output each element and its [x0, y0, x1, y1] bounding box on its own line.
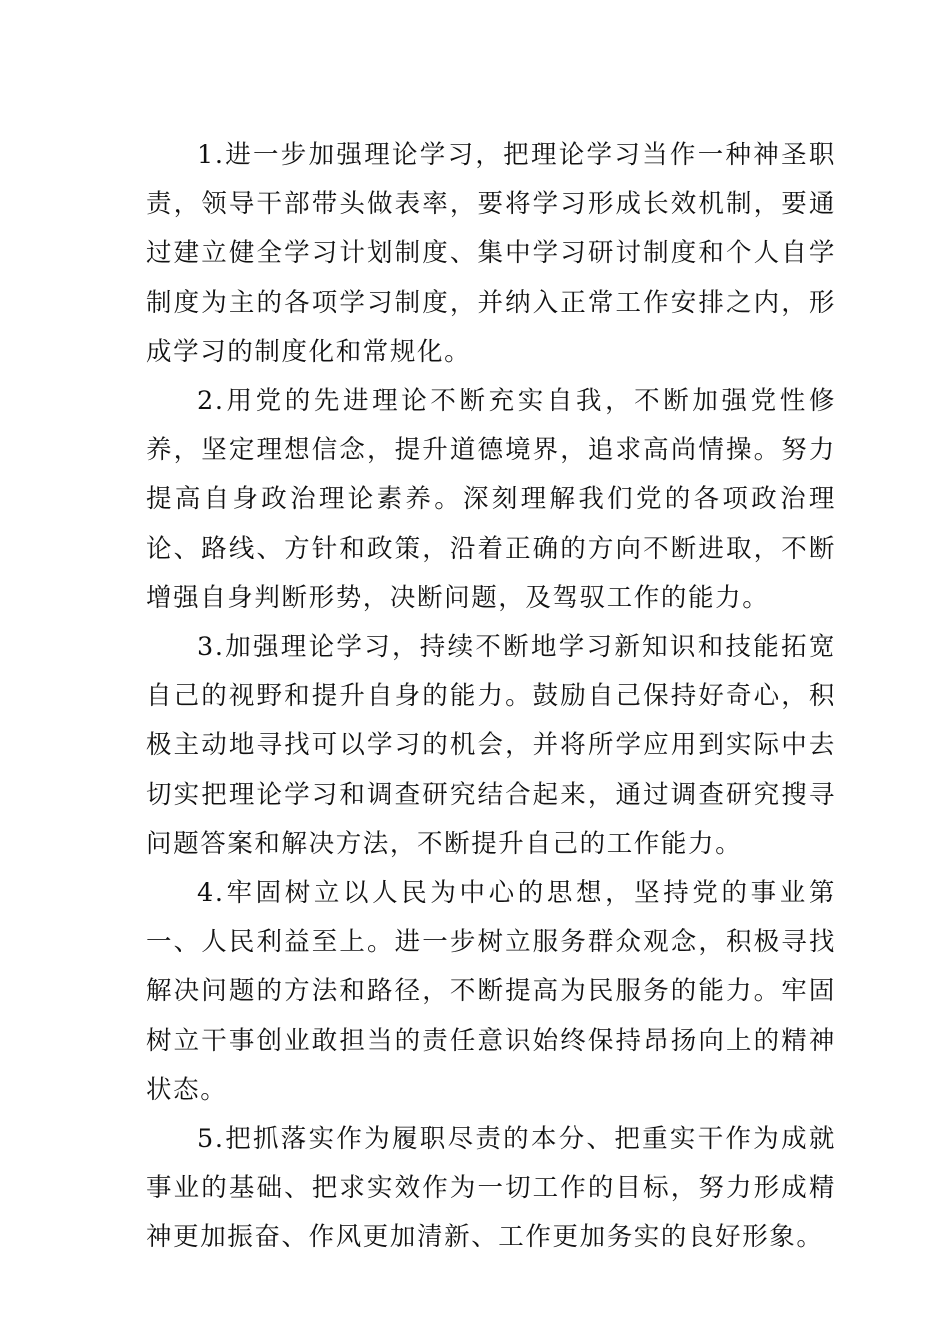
paragraph-3: 3.加强理论学习，持续不断地学习新知识和技能拓宽自己的视野和提升自身的能力。鼓励自己保持好奇心，积极主动地寻找可以学习的机会，并将所学应用到实际中去切实把理论学习和调查研究结合起来，通过调查研究搜寻问题答案和解决方法，不断提升自己的工作能力。: [146, 632, 836, 859]
document-body: [146, 131, 836, 1263]
paragraph-4: 4.牢固树立以人民为中心的思想，坚持党的事业第一、人民利益至上。进一步树立服务群众观念，积极寻找解决问题的方法和路径，不断提高为民服务的能力。牢固树立干事创业敢担当的责任意识始终保持昂扬向上的精神状态。: [146, 878, 836, 1105]
paragraph-1: 1.进一步加强理论学习，把理论学习当作一种神圣职责，领导干部带头做表率，要将学习形成长效机制，要通过建立健全学习计划制度、集中学习研讨制度和个人自学制度为主的各项学习制度，并纳入正常工作安排之内，形成学习的制度化和常规化。: [146, 140, 836, 367]
paragraph-5: 5.把抓落实作为履职尽责的本分、把重实干作为成就事业的基础、把求实效作为一切工作的目标，努力形成精神更加振奋、作风更加清新、工作更加务实的良好形象。: [146, 1124, 836, 1253]
paragraph-2: 2.用党的先进理论不断充实自我，不断加强党性修养，坚定理想信念，提升道德境界，追求高尚情操。努力提高自身政治理论素养。深刻理解我们党的各项政治理论、路线、方针和政策，沿着正确的方向不断进取，不断增强自身判断形势，决断问题，及驾驭工作的能力。: [146, 386, 836, 613]
